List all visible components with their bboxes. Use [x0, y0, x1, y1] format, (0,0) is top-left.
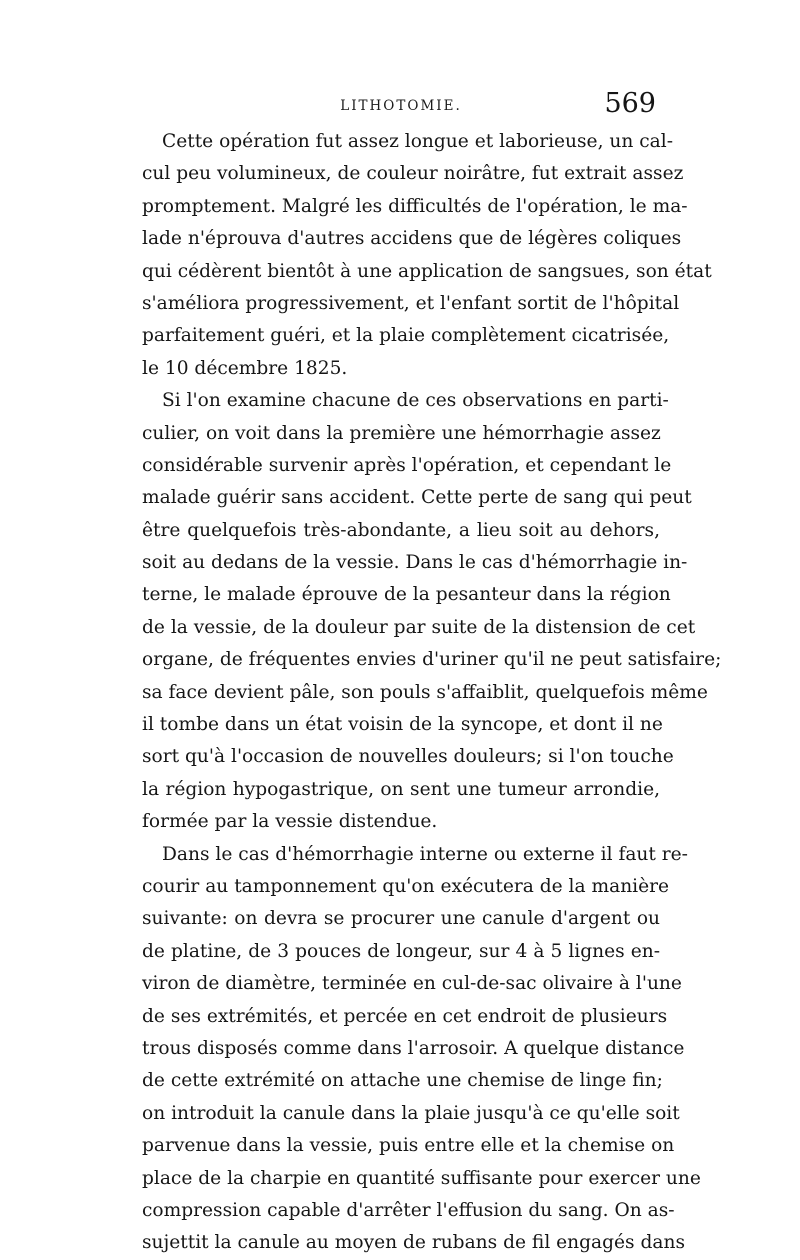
text-line: malade guérir sans accident. Cette perte de sang qui peut [142, 487, 692, 509]
text-line: formée par la vessie distendue. [142, 811, 438, 833]
text-line: Si l'on examine chacune de ces observations en parti- [162, 390, 669, 412]
text-line: sa face devient pâle, son pouls s'affaiblit, quelquefois même [142, 681, 708, 703]
text-line: organe, de fréquentes envies d'uriner qu'il ne peut satisfaire; [142, 649, 722, 671]
text-line: culier, on voit dans la première une hémorrhagie assez [142, 422, 661, 444]
text-line: lade n'éprouva d'autres accidens que de légères coliques [142, 228, 682, 250]
text-line: compression capable d'arrêter l'effusion du sang. On as- [142, 1199, 675, 1221]
text-line: qui cédèrent bientôt à une application de sangsues, son état [142, 260, 712, 282]
running-title: LITHOTOMIE. [340, 98, 462, 114]
text-line: soit au dedans de la vessie. Dans le cas d'hémorrhagie in- [142, 552, 688, 574]
text-line: s'améliora progressivement, et l'enfant sortit de l'hôpital [142, 292, 680, 314]
body-text [142, 126, 722, 1260]
text-line: être quelquefois très-abondante, a lieu soit au dehors, [142, 519, 660, 541]
text-line: de ses extrémités, et percée en cet endroit de plusieurs [142, 1005, 668, 1027]
text-line: de platine, de 3 pouces de longeur, sur 4 à 5 lignes en- [142, 940, 660, 962]
text-line: sujettit la canule au moyen de rubans de fil engagés dans [142, 1232, 686, 1254]
text-line: courir au tamponnement qu'on exécutera de la manière [142, 875, 670, 897]
text-line: Dans le cas d'hémorrhagie interne ou externe il faut re- [162, 843, 688, 865]
page-number: 569 [604, 88, 656, 119]
text-line: terne, le malade éprouve de la pesanteur dans la région [142, 584, 671, 606]
text-line: Cette opération fut assez longue et laborieuse, un cal- [162, 131, 673, 152]
text-line: la région hypogastrique, on sent une tumeur arrondie, [142, 778, 660, 800]
text-line: place de la charpie en quantité suffisante pour exercer une [142, 1167, 701, 1189]
text-line: parfaitement guéri, et la plaie complètement cicatrisée, [142, 325, 670, 347]
text-line: de cette extrémité on attache une chemise de linge fin; [142, 1070, 663, 1092]
text-line: on introduit la canule dans la plaie jusqu'à ce qu'elle soit [142, 1102, 680, 1124]
text-line: considérable survenir après l'opération, et cependant le [142, 454, 672, 476]
text-line: il tombe dans un état voisin de la syncope, et dont il ne [142, 714, 663, 736]
text-line: suivante: on devra se procurer une canule d'argent ou [142, 908, 660, 930]
text-line: trous disposés comme dans l'arrosoir. A quelque distance [142, 1037, 685, 1059]
text-line: le 10 décembre 1825. [142, 357, 348, 379]
text-line: parvenue dans la vessie, puis entre elle et la chemise on [142, 1135, 675, 1157]
text-line: sort qu'à l'occasion de nouvelles douleurs; si l'on touche [142, 746, 674, 768]
text-line: de la vessie, de la douleur par suite de la distension de cet [142, 616, 696, 638]
running-head [142, 88, 660, 126]
text-line: cul peu volumineux, de couleur noirâtre, fut extrait assez [142, 163, 684, 185]
text-line: viron de diamètre, terminée en cul-de-sac olivaire à l'une [142, 973, 682, 995]
text-line: promptement. Malgré les difficultés de l'opération, le ma- [142, 195, 688, 217]
